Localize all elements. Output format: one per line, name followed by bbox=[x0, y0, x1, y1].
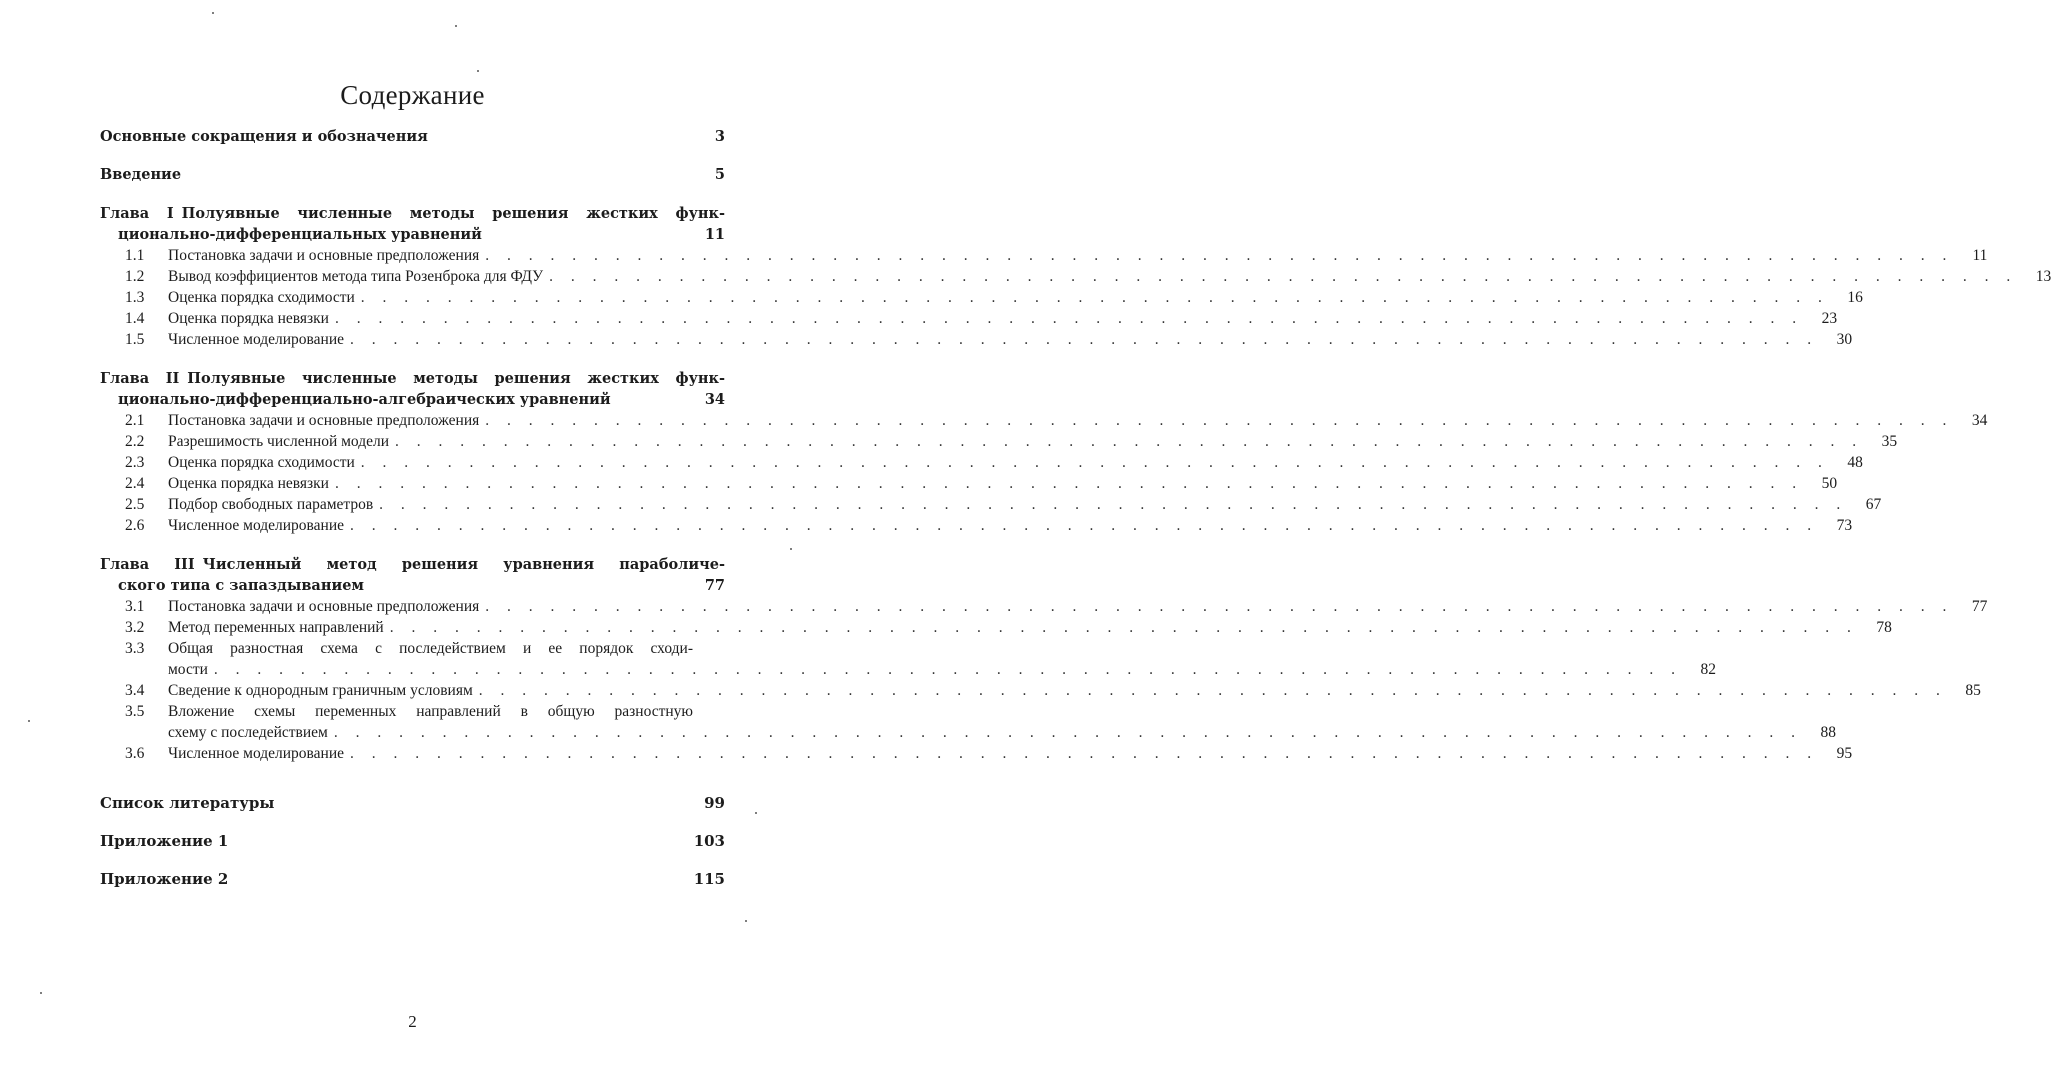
toc-section[interactable] bbox=[100, 617, 1892, 638]
chapter-title-line1: Численный метод решения уравнения параболиче- bbox=[202, 556, 726, 573]
section-page: 50 bbox=[1821, 475, 1838, 492]
section-page: 78 bbox=[1876, 619, 1892, 636]
scan-speck bbox=[790, 548, 792, 550]
section-number: 3.3 bbox=[125, 640, 145, 657]
section-title: Вложение схемы переменных направлений в общую разностную bbox=[168, 703, 693, 720]
leader-dots: . . . . . . . . . . . . . . . . . . . . . . . . . . . . . . . . . . . . . . . . . . . . . . . . . . . . . . . . . . . . . . . . . . . . bbox=[360, 289, 1829, 306]
section-number: 1.3 bbox=[125, 289, 145, 306]
leader-dots: . . . . . . . . . . . . . . . . . . . . . . . . . . . . . . . . . . . . . . . . . . . . . . . . . . . . . . . . . . . . . . . . . . . . bbox=[478, 682, 1947, 699]
chapter-heading[interactable] bbox=[100, 368, 725, 410]
section-number: 2.6 bbox=[125, 517, 145, 534]
section-number: 3.6 bbox=[125, 745, 145, 762]
page-number: 2 bbox=[408, 1012, 417, 1031]
section-page: 77 bbox=[1971, 598, 1988, 615]
chapter-1 bbox=[100, 203, 2051, 350]
section-title: Численное моделирование bbox=[168, 517, 345, 534]
chapter-title-line2: ционально-дифференциальных уравнений bbox=[118, 226, 482, 243]
section-page: 82 bbox=[1700, 661, 1717, 678]
section-page: 30 bbox=[1836, 331, 1853, 348]
toc-section[interactable] bbox=[100, 638, 1717, 680]
toc-section[interactable] bbox=[100, 431, 1898, 452]
toc-section[interactable] bbox=[100, 701, 1836, 743]
section-number: 2.4 bbox=[125, 475, 145, 492]
toc-entry-appendix-2[interactable] bbox=[100, 860, 725, 898]
section-title: Оценка порядка невязки bbox=[168, 475, 329, 492]
section-page: 73 bbox=[1836, 517, 1853, 534]
toc-entry-appendix-1[interactable] bbox=[100, 822, 725, 860]
leader-dots: . . . . . . . . . . . . . . . . . . . . . . . . . . . . . . . . . . . . . . . . . . . . . . . . . . . . . . . . . . . . . . . . . . . . bbox=[549, 268, 2018, 285]
section-number: 1.2 bbox=[125, 268, 145, 285]
chapter-heading[interactable] bbox=[100, 203, 725, 245]
section-title: Общая разностная схема с последействием и ее порядок сходи- bbox=[168, 640, 693, 657]
section-title: Постановка задачи и основные предположения bbox=[168, 247, 480, 264]
scan-speck bbox=[745, 920, 747, 922]
page-title: Содержание bbox=[340, 80, 485, 110]
section-number: 2.3 bbox=[125, 454, 145, 471]
leader-dots: . . . . . . . . . . . . . . . . . . . . . . . . . . . . . . . . . . . . . . . . . . . . . . . . . . . . . . . . . . . . . . . . . . . . bbox=[360, 454, 1829, 471]
toc-entry-page: 103 bbox=[693, 832, 725, 850]
section-number: 1.4 bbox=[125, 310, 145, 327]
toc-entry-abbreviations[interactable] bbox=[100, 127, 725, 147]
section-title: Вывод коэффициентов метода типа Розенброка для ФДУ bbox=[168, 268, 544, 285]
leader-dots: . . . . . . . . . . . . . . . . . . . . . . . . . . . . . . . . . . . . . . . . . . . . . . . . . . . . . . . . . . . . . . . . . . . . bbox=[389, 619, 1858, 636]
toc-entry-label: Список литературы bbox=[100, 794, 275, 812]
section-page: 13 bbox=[2035, 268, 2051, 285]
scan-speck bbox=[40, 992, 42, 994]
toc-entry-label: Основные сокращения и обозначения bbox=[100, 128, 428, 145]
toc-entry-introduction[interactable] bbox=[100, 165, 725, 185]
leader-dots: . . . . . . . . . . . . . . . . . . . . . . . . . . . . . . . . . . . . . . . . . . . . . . . . . . . . . . . . . . . . . . . . . . . . bbox=[395, 433, 1864, 450]
toc-entry-label: Приложение 2 bbox=[100, 870, 229, 888]
section-title: Подбор свободных параметров bbox=[168, 496, 374, 513]
toc-entry-page: 99 bbox=[704, 794, 725, 812]
leader-dots: . . . . . . . . . . . . . . . . . . . . . . . . . . . . . . . . . . . . . . . . . . . . . . . . . . . . . . . . . . . . . . . . . . . . bbox=[485, 247, 1954, 264]
section-title-continued: мости bbox=[168, 661, 208, 678]
section-title-continued: схему с последействием bbox=[168, 724, 328, 741]
section-title: Численное моделирование bbox=[168, 745, 345, 762]
section-page: 16 bbox=[1847, 289, 1863, 306]
chapter-page: 11 bbox=[704, 226, 725, 243]
section-number: 1.1 bbox=[125, 247, 145, 264]
section-number: 1.5 bbox=[125, 331, 145, 348]
scan-speck bbox=[212, 12, 214, 14]
section-page: 23 bbox=[1821, 310, 1838, 327]
table-of-contents bbox=[100, 125, 2051, 898]
chapter-label: Глава III bbox=[100, 556, 195, 573]
chapter-heading[interactable] bbox=[100, 554, 725, 596]
toc-section[interactable] bbox=[100, 515, 1853, 536]
scan-speck bbox=[755, 812, 757, 814]
toc-entry-label: Введение bbox=[100, 166, 182, 183]
chapter-title-line1: Полуявные численные методы решения жестких функ- bbox=[187, 370, 725, 387]
section-page: 35 bbox=[1881, 433, 1898, 450]
section-title: Разрешимость численной модели bbox=[168, 433, 390, 450]
scan-speck bbox=[28, 720, 30, 722]
section-title: Оценка порядка сходимости bbox=[168, 454, 355, 471]
toc-section[interactable] bbox=[100, 245, 1988, 266]
toc-entry-label: Приложение 1 bbox=[100, 832, 229, 850]
section-page: 11 bbox=[1972, 247, 1988, 264]
section-number: 2.5 bbox=[125, 496, 145, 513]
scan-speck bbox=[477, 70, 479, 72]
section-page: 88 bbox=[1820, 724, 1836, 741]
back-matter bbox=[100, 784, 725, 898]
toc-section[interactable] bbox=[100, 473, 1838, 494]
section-title: Постановка задачи и основные предположения bbox=[168, 598, 480, 615]
toc-section[interactable] bbox=[100, 308, 1838, 329]
chapter-title-line1: Полуявные численные методы решения жестких функ- bbox=[181, 205, 725, 222]
leader-dots: . . . . . . . . . . . . . . . . . . . . . . . . . . . . . . . . . . . . . . . . . . . . . . . . . . . . . . . . . . . . . . . . . . . . bbox=[334, 310, 1804, 327]
scan-speck bbox=[455, 25, 457, 27]
leader-dots: . . . . . . . . . . . . . . . . . . . . . . . . . . . . . . . . . . . . . . . . . . . . . . . . . . . . . . . . . . . . . . . . . . . . bbox=[333, 724, 1802, 741]
chapter-page: 77 bbox=[704, 577, 725, 594]
toc-section[interactable] bbox=[100, 287, 1863, 308]
chapter-label: Глава I bbox=[100, 205, 174, 222]
section-title: Оценка порядка сходимости bbox=[168, 289, 355, 306]
leader-dots: . . . . . . . . . . . . . . . . . . . . . . . . . . . . . . . . . . . . . . . . . . . . . . . . . . . . . . . . . . . . . . . . . . . . bbox=[350, 745, 1819, 762]
section-page: 95 bbox=[1836, 745, 1853, 762]
toc-section[interactable] bbox=[100, 680, 1981, 701]
leader-dots: . . . . . . . . . . . . . . . . . . . . . . . . . . . . . . . . . . . . . . . . . . . . . . . . . . . . . . . . . . . . . . . . . . . . bbox=[350, 517, 1819, 534]
chapter-2 bbox=[100, 368, 1988, 536]
toc-section[interactable] bbox=[100, 266, 2051, 287]
toc-entry-page: 3 bbox=[714, 128, 725, 145]
section-title: Постановка задачи и основные предположения bbox=[168, 412, 480, 429]
toc-section[interactable] bbox=[100, 596, 1988, 617]
section-title: Сведение к однородным граничным условиям bbox=[168, 682, 473, 699]
toc-section[interactable] bbox=[100, 329, 1853, 350]
chapter-label: Глава II bbox=[100, 370, 180, 387]
chapter-page: 34 bbox=[704, 391, 725, 408]
section-number: 2.2 bbox=[125, 433, 145, 450]
section-number: 3.1 bbox=[125, 598, 145, 615]
section-number: 3.4 bbox=[125, 682, 145, 699]
chapter-title-line2: ционально-дифференциально-алгебраических уравнений bbox=[118, 391, 611, 408]
toc-section[interactable] bbox=[100, 452, 1863, 473]
toc-section[interactable] bbox=[100, 743, 1853, 764]
leader-dots: . . . . . . . . . . . . . . . . . . . . . . . . . . . . . . . . . . . . . . . . . . . . . . . . . . . . . . . . . . . . . . . . . . . . bbox=[334, 475, 1804, 492]
leader-dots: . . . . . . . . . . . . . . . . . . . . . . . . . . . . . . . . . . . . . . . . . . . . . . . . . . . . . . . . . . . . . . . . . . . . bbox=[485, 412, 1954, 429]
leader-dots: . . . . . . . . . . . . . . . . . . . . . . . . . . . . . . . . . . . . . . . . . . . . . . . . . . . . . . . . . . . . . . . . . . . . bbox=[485, 598, 1954, 615]
toc-section[interactable] bbox=[100, 410, 1988, 431]
section-number: 3.2 bbox=[125, 619, 145, 636]
section-number: 2.1 bbox=[125, 412, 145, 429]
leader-dots: . . . . . . . . . . . . . . . . . . . . . . . . . . . . . . . . . . . . . . . . . . . . . . . . . . . . . . . . . . . . . . . . . . . . bbox=[350, 331, 1819, 348]
section-title: Численное моделирование bbox=[168, 331, 345, 348]
toc-entry-page: 115 bbox=[693, 870, 725, 888]
section-title: Оценка порядка невязки bbox=[168, 310, 329, 327]
leader-dots: . . . . . . . . . . . . . . . . . . . . . . . . . . . . . . . . . . . . . . . . . . . . . . . . . . . . . . . . . . . . . . . . . . . . bbox=[379, 496, 1848, 513]
section-page: 85 bbox=[1965, 682, 1981, 699]
toc-entry-references[interactable] bbox=[100, 784, 725, 822]
toc-section[interactable] bbox=[100, 494, 1882, 515]
chapter-title-line2: ского типа с запаздыванием bbox=[118, 577, 365, 594]
chapter-3 bbox=[100, 554, 1988, 764]
section-page: 48 bbox=[1847, 454, 1863, 471]
section-number: 3.5 bbox=[125, 703, 145, 720]
toc-page bbox=[100, 0, 2051, 1092]
section-page: 34 bbox=[1971, 412, 1988, 429]
section-title: Метод переменных направлений bbox=[168, 619, 384, 636]
leader-dots: . . . . . . . . . . . . . . . . . . . . . . . . . . . . . . . . . . . . . . . . . . . . . . . . . . . . . . . . . . . . . . . . . . . . bbox=[213, 661, 1683, 678]
section-page: 67 bbox=[1865, 496, 1882, 513]
toc-entry-page: 5 bbox=[714, 166, 725, 183]
